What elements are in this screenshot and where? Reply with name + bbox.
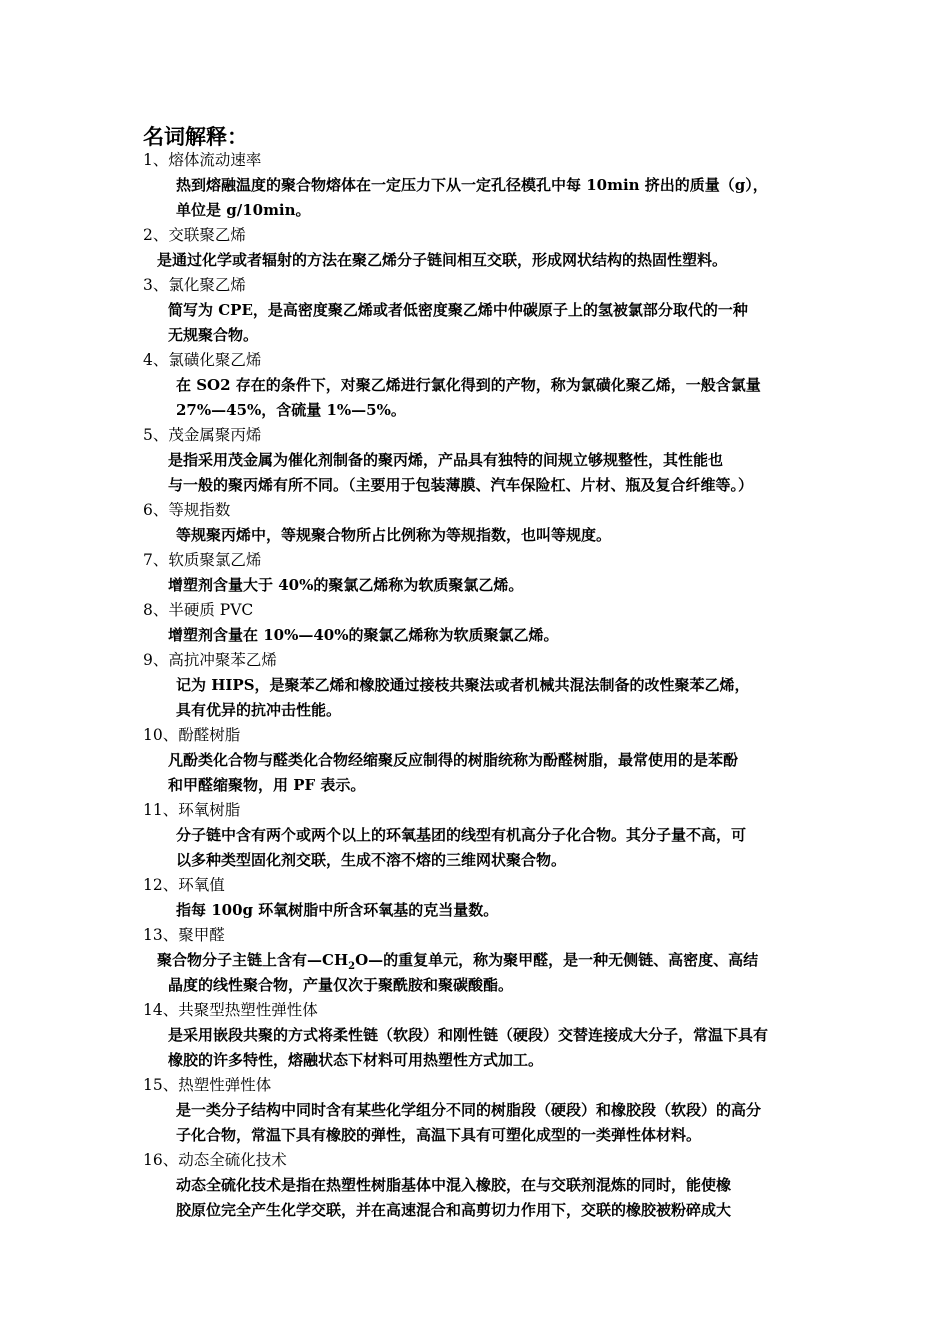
term-definition (168, 748, 808, 798)
term-item (0, 223, 950, 273)
definition-line: 是通过化学或者辐射的方法在聚乙烯分子链间相互交联，形成网状结构的热固性塑料。 (157, 251, 728, 269)
term-title: 10、酚醛树脂 (143, 726, 241, 744)
term-definition (176, 673, 816, 723)
term-title: 5、茂金属聚丙烯 (143, 426, 262, 444)
definition-line: 是指采用茂金属为催化剂制备的聚丙烯，产品具有独特的间规立够规整性，其性能也 (168, 451, 724, 469)
definition-line: 与一般的聚丙烯有所不同。（主要用于包装薄膜、汽车保险杠、片材、瓶及复合纤维等。） (168, 476, 754, 494)
definition-line: 胶原位完全产生化学交联，并在高速混合和高剪切力作用下，交联的橡胶被粉碎成大 (176, 1201, 732, 1219)
definition-line (157, 948, 759, 973)
term-item (0, 1148, 950, 1223)
term-title: 3、氯化聚乙烯 (143, 276, 246, 294)
term-item (0, 873, 950, 923)
term-item (0, 1073, 950, 1148)
definition-line: 子化合物，常温下具有橡胶的弹性，高温下具有可塑化成型的一类弹性体材料。 (176, 1126, 702, 1144)
term-item (0, 423, 950, 498)
term-definition (168, 448, 808, 498)
term-definition (0, 948, 759, 998)
definition-line: 单位是 g/10min。 (176, 201, 311, 219)
definition-line: 无规聚合物。 (168, 326, 259, 344)
term-list (0, 148, 950, 1223)
term-title: 9、高抗冲聚苯乙烯 (143, 651, 277, 669)
term-item (0, 723, 950, 798)
page-title: 名词解释： (143, 125, 248, 149)
term-title: 8、半硬质 PVC (143, 601, 254, 619)
term-item (0, 498, 950, 548)
term-definition (176, 523, 816, 548)
definition-line: 增塑剂含量在 10%—40%的聚氯乙烯称为软质聚氯乙烯。 (168, 626, 559, 644)
definition-line: 以多种类型固化剂交联，生成不溶不熔的三维网状聚合物。 (176, 851, 567, 869)
term-definition (168, 623, 808, 648)
definition-line: 记为 HIPS，是聚苯乙烯和橡胶通过接枝共聚法或者机械共混法制备的改性聚苯乙烯， (176, 676, 750, 694)
term-item (0, 273, 950, 348)
term-title: 14、共聚型热塑性弹性体 (143, 1001, 318, 1019)
term-title: 11、环氧树脂 (143, 801, 241, 819)
subscript: 2 (348, 961, 356, 972)
definition-line: 是采用嵌段共聚的方式将柔性链（软段）和刚性链（硬段）交替连接成大分子，常温下具有 (168, 1026, 769, 1044)
term-title: 1、熔体流动速率 (143, 151, 262, 169)
definition-line: 具有优异的抗冲击性能。 (176, 701, 342, 719)
term-definition (176, 823, 816, 873)
definition-line: 凡酚类化合物与醛类化合物经缩聚反应制得的树脂统称为酚醛树脂，最常使用的是苯酚 (168, 751, 739, 769)
term-item (0, 598, 950, 648)
definition-line: 动态全硫化技术是指在热塑性树脂基体中混入橡胶，在与交联剂混炼的同时，能使橡 (176, 1176, 732, 1194)
term-definition (176, 898, 816, 923)
definition-text: 聚合物分子主链上含有—CH (157, 951, 349, 969)
definition-line: 简写为 CPE，是高密度聚乙烯或者低密度聚乙烯中仲碳原子上的氢被氯部分取代的一种 (168, 301, 748, 319)
definition-line: 和甲醛缩聚物，用 PF 表示。 (168, 776, 366, 794)
term-title: 2、交联聚乙烯 (143, 226, 246, 244)
term-title: 13、聚甲醛 (143, 926, 225, 944)
term-definition (176, 173, 816, 223)
term-definition (176, 373, 816, 423)
definition-line: 橡胶的许多特性，熔融状态下材料可用热塑性方式加工。 (168, 1051, 544, 1069)
term-definition (168, 1023, 808, 1073)
term-title: 4、氯磺化聚乙烯 (143, 351, 262, 369)
definition-line: 指每 100g 环氧树脂中所含环氧基的克当量数。 (176, 901, 499, 919)
term-definition (176, 1098, 816, 1148)
term-item (0, 148, 950, 223)
definition-line: 分子链中含有两个或两个以上的环氧基团的线型有机高分子化合物。其分子量不高，可 (176, 826, 747, 844)
term-item (0, 648, 950, 723)
term-item (0, 923, 950, 998)
term-title: 16、动态全硫化技术 (143, 1151, 287, 1169)
term-item (0, 798, 950, 873)
term-definition (176, 1173, 816, 1223)
term-title: 15、热塑性弹性体 (143, 1076, 272, 1094)
term-definition (168, 298, 808, 348)
definition-line: 增塑剂含量大于 40%的聚氯乙烯称为软质聚氯乙烯。 (168, 576, 524, 594)
definition-line: 等规聚丙烯中，等规聚合物所占比例称为等规指数，也叫等规度。 (176, 526, 612, 544)
definition-line: 晶度的线性聚合物，产量仅次于聚酰胺和聚碳酸酯。 (168, 976, 514, 994)
definition-line: 在 SO2 存在的条件下，对聚乙烯进行氯化得到的产物，称为氯磺化聚乙烯，一般含氯量 (176, 376, 761, 394)
term-item (0, 998, 950, 1073)
term-item (0, 548, 950, 598)
definition-line: 是一类分子结构中同时含有某些化学组分不同的树脂段（硬段）和橡胶段（软段）的高分 (176, 1101, 762, 1119)
term-definition (157, 248, 797, 273)
term-definition (168, 573, 808, 598)
definition-line: 27%—45%，含硫量 1%—5%。 (176, 401, 406, 419)
definition-text: O—的重复单元，称为聚甲醛，是一种无侧链、高密度、高结 (355, 951, 759, 969)
term-title: 7、软质聚氯乙烯 (143, 551, 262, 569)
term-title: 6、等规指数 (143, 501, 231, 519)
term-item (0, 348, 950, 423)
definition-line: 热到熔融温度的聚合物熔体在一定压力下从一定孔径模孔中每 10min 挤出的质量（g）， (176, 176, 768, 194)
term-title: 12、环氧值 (143, 876, 225, 894)
